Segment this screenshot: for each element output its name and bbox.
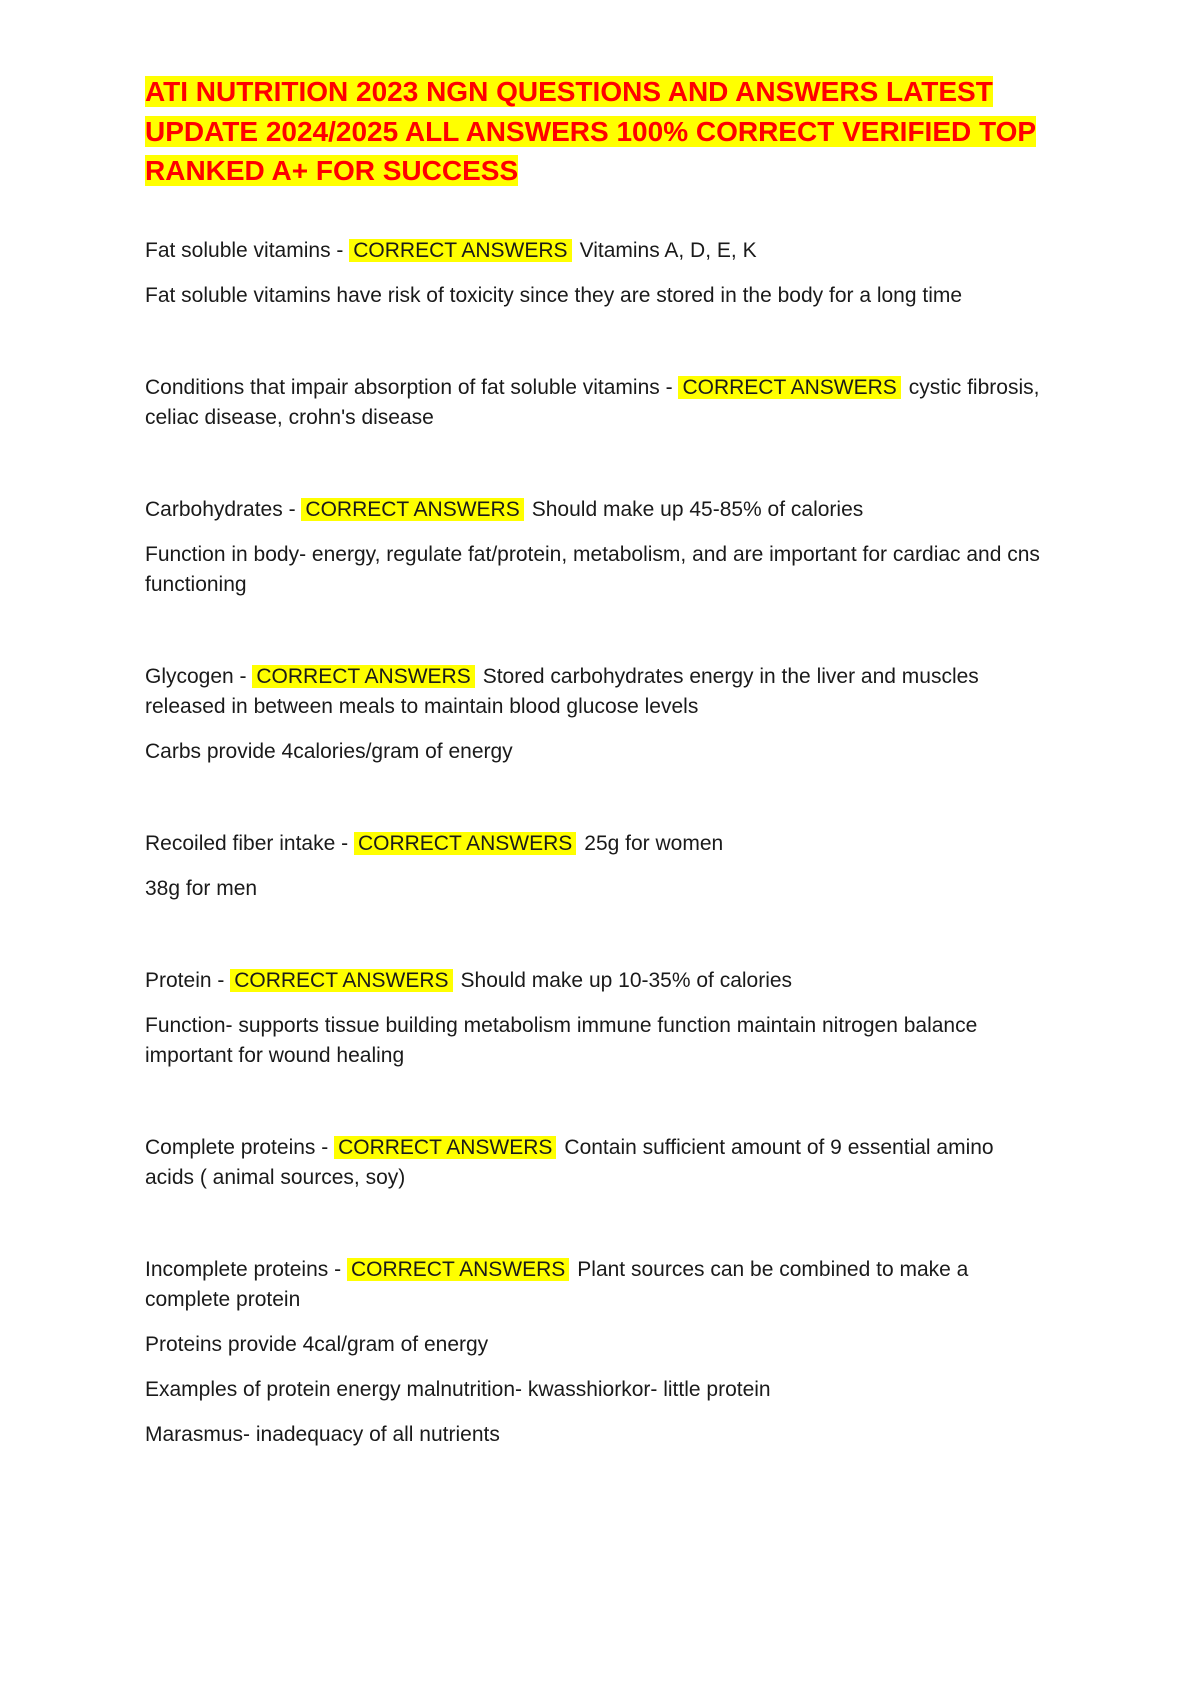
qa-entry <box>145 662 1045 767</box>
qa-answer: Vitamins A, D, E, K <box>579 239 757 262</box>
qa-term: Carbohydrates - <box>145 498 296 521</box>
qa-line <box>145 373 1045 433</box>
qa-line <box>145 1133 1045 1193</box>
qa-note: Carbs provide 4calories/gram of energy <box>145 740 513 763</box>
qa-answer: Should make up 10-35% of calories <box>460 969 793 992</box>
qa-entry <box>145 236 1045 311</box>
qa-note: Proteins provide 4cal/gram of energy <box>145 1333 489 1356</box>
correct-answers-tag: CORRECT ANSWERS <box>347 1258 569 1281</box>
qa-line <box>145 829 1045 859</box>
qa-entry <box>145 829 1045 904</box>
qa-line <box>145 495 1045 525</box>
qa-note: Examples of protein energy malnutrition- kwasshiorkor- little protein <box>145 1378 771 1401</box>
qa-entry <box>145 373 1045 433</box>
correct-answers-tag: CORRECT ANSWERS <box>354 832 576 855</box>
qa-line <box>145 236 1045 266</box>
correct-answers-tag: CORRECT ANSWERS <box>230 969 452 992</box>
correct-answers-tag: CORRECT ANSWERS <box>349 239 571 262</box>
qa-line <box>145 966 1045 996</box>
document-title-text: ATI NUTRITION 2023 NGN QUESTIONS AND ANSWERS LATEST UPDATE 2024/2025 ALL ANSWERS 100% CORRECT VERIFIED TOP RANKED A+ FOR SUCCESS <box>145 76 1037 186</box>
qa-answer: cystic fibrosis, celiac disease, crohn's disease <box>145 376 1040 429</box>
qa-answer: Stored carbohydrates energy in the liver and muscles released in between meals to maintain blood glucose levels <box>145 665 979 718</box>
qa-entry <box>145 1255 1045 1450</box>
qa-term: Fat soluble vitamins - <box>145 239 344 262</box>
qa-answer: Contain sufficient amount of 9 essential amino acids ( animal sources, soy) <box>145 1136 994 1189</box>
qa-entry <box>145 1133 1045 1193</box>
qa-answer: 25g for women <box>584 832 724 855</box>
qa-note: 38g for men <box>145 877 258 900</box>
qa-note: Function- supports tissue building metabolism immune function maintain nitrogen balance important for wound healing <box>145 1014 978 1067</box>
qa-entry <box>145 966 1045 1071</box>
qa-note: Marasmus- inadequacy of all nutrients <box>145 1423 500 1446</box>
qa-answer: Plant sources can be combined to make a complete protein <box>145 1258 969 1311</box>
document-title <box>145 72 1045 191</box>
qa-term: Complete proteins - <box>145 1136 329 1159</box>
qa-term: Conditions that impair absorption of fat soluble vitamins - <box>145 376 673 399</box>
qa-term: Glycogen - <box>145 665 247 688</box>
qa-term: Recoiled fiber intake - <box>145 832 349 855</box>
qa-entry <box>145 495 1045 600</box>
correct-answers-tag: CORRECT ANSWERS <box>301 498 523 521</box>
document-body <box>145 236 1045 1512</box>
correct-answers-tag: CORRECT ANSWERS <box>334 1136 556 1159</box>
correct-answers-tag: CORRECT ANSWERS <box>252 665 474 688</box>
correct-answers-tag: CORRECT ANSWERS <box>678 376 900 399</box>
qa-note: Fat soluble vitamins have risk of toxicity since they are stored in the body for a long time <box>145 284 963 307</box>
qa-term: Incomplete proteins - <box>145 1258 342 1281</box>
qa-note: Function in body- energy, regulate fat/protein, metabolism, and are important for cardiac and cns functioning <box>145 543 1040 596</box>
qa-line <box>145 662 1045 722</box>
qa-answer: Should make up 45-85% of calories <box>531 498 864 521</box>
qa-line <box>145 1255 1045 1315</box>
qa-term: Protein - <box>145 969 225 992</box>
